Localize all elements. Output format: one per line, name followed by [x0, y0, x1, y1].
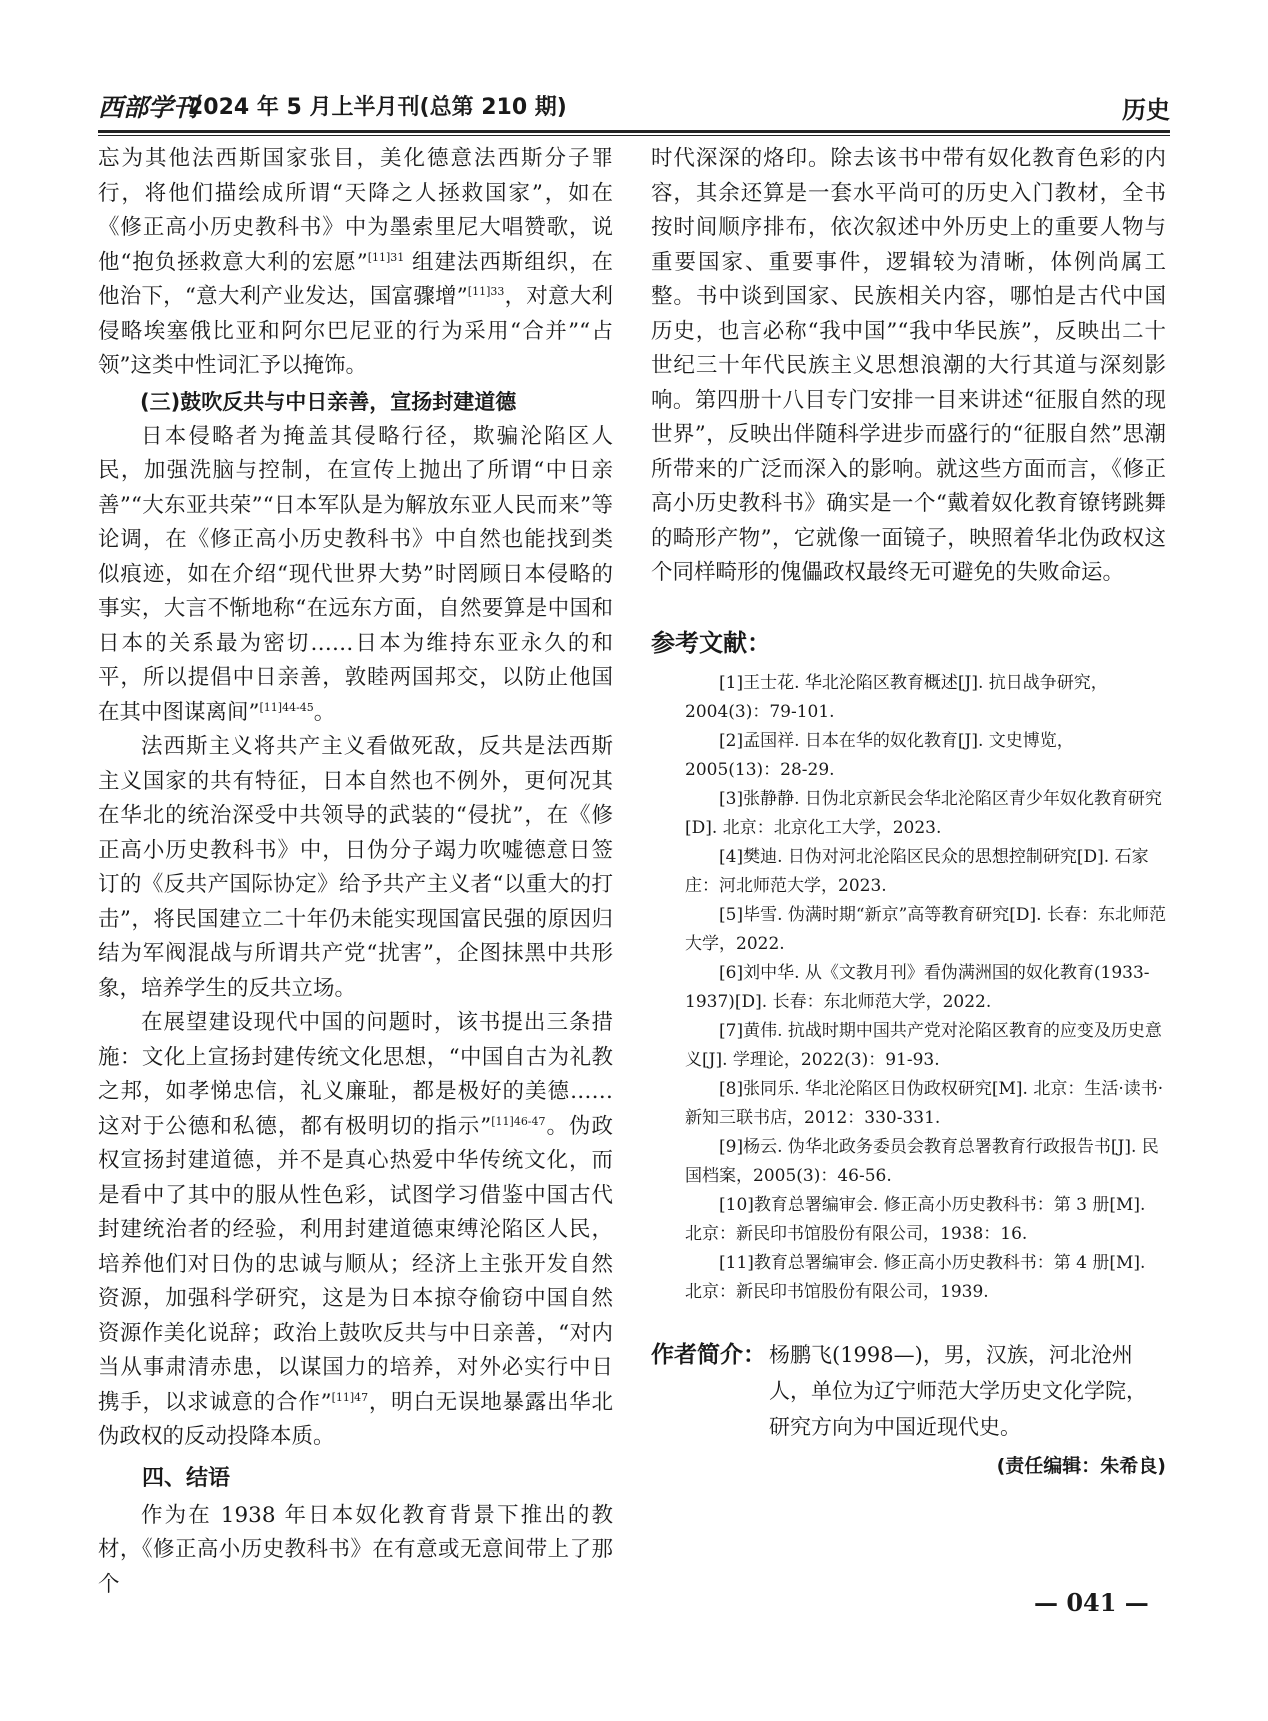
- author-bio: [651, 1337, 1166, 1445]
- paragraph: 在展望建设现代中国的问题时，该书提出三条措施：文化上宣扬封建传统文化思想，“中国自古为礼教之邦，如孝悌忠信，礼义廉耻，都是极好的美德……这对于公德和私德，都有极明切的指示”$^{[11]46-47}$。伪政权宣扬封建道德，并不是真心热爱中华传统文化，而是看中了其中的服从性色彩，试图学习借鉴中国古代封建统治者的经验，利用封建道德束缚沦陷区人民，培养他们对日伪的忠诚与顺从；经济上主张开发自然资源，加强科学研究，这是为日本掠夺偷窃中国自然资源作美化说辞；政治上鼓吹反共与中日亲善，“对内当从事肃清赤患，以谋国力的培养，对外必实行中日携手，以求诚意的合作”$^{[11]47}$，明白无误地暴露出华北伪政权的反动投降本质。: [98, 1010, 613, 1449]
- reference-item: [9]杨云. 伪华北政务委员会教育总署教育行政报告书[J]. 民国档案，2005(3)：46-56.: [685, 1136, 1159, 1186]
- subsection-heading: (三)鼓吹反共与中日亲善，宣扬封建道德: [140, 389, 517, 414]
- paragraph: 时代深深的烙印。除去该书中带有奴化教育色彩的内容，其余还算是一套水平尚可的历史入门教材，全书按时间顺序排布，依次叙述中外历史上的重要人物与重要国家、重要事件，逻辑较为清晰，体例尚属工整。书中谈到国家、民族相关内容，哪怕是古代中国历史，也言必称“我中国”“我中华民族”，反映出二十世纪三十年代民族主义思想浪潮的大行其道与深刻影响。第四册十八目专门安排一目来讲述“征服自然的现世界”，反映出伴随科学进步而盛行的“征服自然”思潮所带来的广泛而深入的影响。就这些方面而言，《修正高小历史教科书》确实是一个“戴着奴化教育镣铐跳舞的畸形产物”，它就像一面镜子，映照着华北伪政权这个同样畸形的傀儡政权最终无可避免的失败命运。: [651, 146, 1166, 585]
- header-rule-thick: [98, 130, 1170, 133]
- right-column: [651, 142, 1166, 1483]
- reference-item: [4]樊迪. 日伪对河北沦陷区民众的思想控制研究[D]. 石家庄：河北师范大学，2023.: [685, 846, 1149, 896]
- citation: [11]31: [367, 250, 405, 264]
- reference-item: [5]毕雪. 伪满时期“新京”高等教育研究[D]. 长春：东北师范大学，2022.: [685, 904, 1166, 954]
- paragraph: 日本侵略者为掩盖其侵略行径，欺骗沦陷区人民，加强洗脑与控制，在宣传上抛出了所谓“中日亲善”“大东亚共荣”“日本军队是为解放东亚人民而来”等论调，在《修正高小历史教科书》中自然也能找到类似痕迹，如在介绍“现代世界大势”时罔顾日本侵略的事实，大言不惭地称“在远东方面，自然要算是中国和日本的关系最为密切……日本为维持东亚永久的和平，所以提倡中日亲善，敦睦两国邦交，以防止他国在其中图谋离间”$^{[11]44-45}$。: [98, 423, 613, 725]
- reference-item: [2]孟国祥. 日本在华的奴化教育[J]. 文史博览，2005(13)：28-29.: [685, 730, 1074, 780]
- section-label: 历史: [1122, 96, 1170, 124]
- reference-item: [10]教育总署编审会. 修正高小历史教科书：第 3 册[M]. 北京：新民印书馆股份有限公司，1938：16.: [685, 1194, 1146, 1244]
- reference-item: [7]黄伟. 抗战时期中国共产党对沦陷区教育的应变及历史意义[J]. 学理论，2022(3)：91-93.: [685, 1020, 1162, 1070]
- reference-item: [11]教育总署编审会. 修正高小历史教科书：第 4 册[M]. 北京：新民印书馆股份有限公司，1939.: [685, 1252, 1146, 1302]
- author-bio-text: 杨鹏飞(1998—)，男，汉族，河北沧州人，单位为辽宁师范大学历史文化学院，研究方向为中国近现代史。: [769, 1342, 1147, 1439]
- running-header: [98, 86, 1170, 126]
- reference-item: [3]张静静. 日伪北京新民会华北沦陷区青少年奴化教育研究[D]. 北京：北京化工大学，2023.: [685, 788, 1162, 838]
- citation: [11]47: [331, 1390, 369, 1404]
- citation: [11]33: [467, 284, 505, 298]
- page-number: — 041 —: [1034, 1588, 1149, 1617]
- reference-item: [6]刘中华. 从《文教月刊》看伪满洲国的奴化教育(1933-1937)[D]. 长春：东北师范大学，2022.: [685, 962, 1150, 1012]
- journal-logo: 西部学刊: [98, 93, 199, 122]
- issue-info: 2024 年 5 月上半月刊(总第 210 期): [188, 95, 567, 120]
- citation: [11]44-45: [259, 700, 314, 714]
- reference-list: [651, 669, 1166, 1307]
- reference-item: [8]张同乐. 华北沦陷区日伪政权研究[M]. 北京：生活·读书·新知三联书店，2012：330-331.: [685, 1078, 1164, 1128]
- author-bio-label: 作者简介：: [651, 1341, 766, 1368]
- paragraph: 法西斯主义将共产主义看做死敌，反共是法西斯主义国家的共有特征，日本自然也不例外，更何况其在华北的统治深受中共领导的武装的“侵扰”，在《修正高小历史教科书》中，日伪分子竭力吹嘘德意日签订的《反共产国际协定》给予共产主义者“以重大的打击”，将民国建立二十年仍未能实现国富民强的原因归结为军阀混战与所谓共产党“扰害”，企图抹黑中共形象，培养学生的反共立场。: [98, 734, 613, 1001]
- citation: [11]46-47: [491, 1114, 546, 1128]
- left-column: [98, 142, 613, 1602]
- paragraph: 作为在 1938 年日本奴化教育背景下推出的教材，《修正高小历史教科书》在有意或无意间带上了那个: [98, 1502, 613, 1597]
- responsible-editor: (责任编辑：朱希良): [996, 1454, 1166, 1477]
- references-heading: 参考文献：: [651, 628, 771, 657]
- header-rule-thin: [98, 135, 1170, 136]
- paragraph: 忘为其他法西斯国家张目，美化德意法西斯分子罪行，将他们描绘成所谓“天降之人拯救国家”，如在《修正高小历史教科书》中为墨索里尼大唱赞歌，说他“抱负拯救意大利的宏愿”$^{[11]31}$ 组建法西斯组织，在他治下，“意大利产业发达，国富骤增”$^{[11]33}$，对意大利侵略埃塞俄比亚和阿尔巴尼亚的行为采用“合并”“占领”这类中性词汇予以掩饰。: [98, 146, 613, 378]
- reference-item: [1]王士花. 华北沦陷区教育概述[J]. 抗日战争研究，2004(3)：79-101.: [685, 672, 1108, 722]
- section-heading: 四、结语: [142, 1465, 231, 1491]
